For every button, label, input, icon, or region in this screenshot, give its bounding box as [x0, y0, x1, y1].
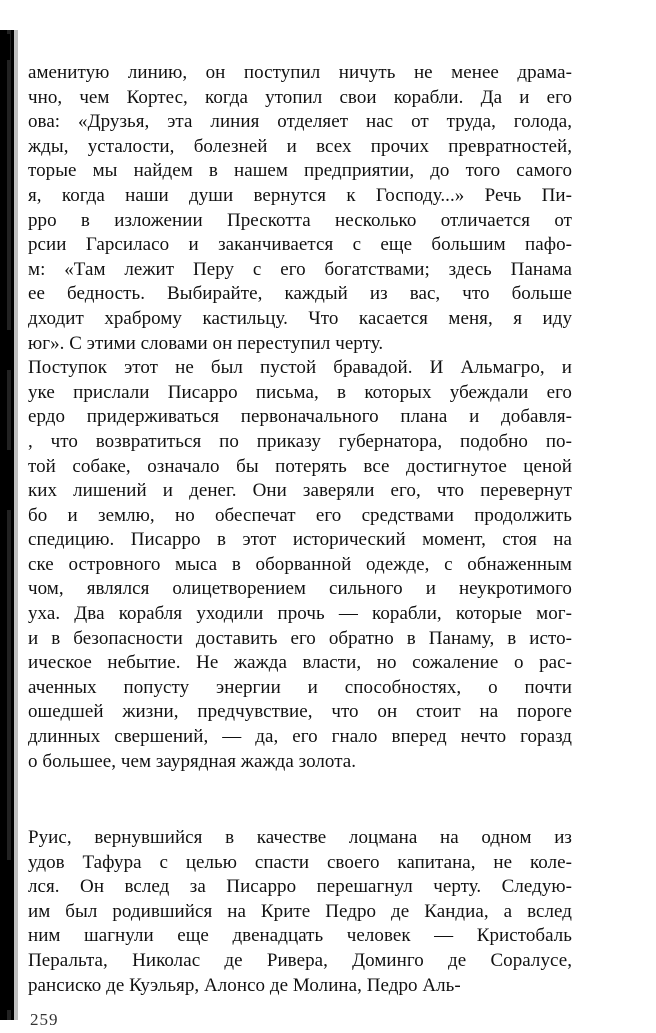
- text-line: м: «Там лежит Перу с его богатствами; здесь Панама: [28, 258, 572, 280]
- text-line: чно, чем Кортес, когда утопил свои корабли. Да и его: [28, 86, 572, 108]
- page-number: 259: [30, 1010, 59, 1029]
- text-line: о большее, чем заурядная жажда золота.: [28, 750, 357, 772]
- binding-mark: [0, 330, 12, 370]
- text-line: жды, усталости, болезней и всех прочих превратностей,: [28, 135, 572, 157]
- text-line: торые мы найдем в нашем предприятии, до того самого: [28, 160, 572, 182]
- paragraph-2: [28, 826, 572, 998]
- binding-mark: [0, 450, 11, 510]
- text-line: им был родившийся на Крите Педро де Кандиа, а вслед: [28, 900, 572, 922]
- text-line: чом, являлся олицетворением сильного и неукротимого: [28, 578, 572, 600]
- text-line: длинных свершений, — да, его гнало вперед нечто горазд: [28, 726, 572, 748]
- text-line: Поступок этот не был пустой бравадой. И Альмагро, и: [28, 357, 572, 379]
- text-line: дходит храброму кастильцу. Что касается меня, я иду: [28, 307, 572, 329]
- text-line: ее бедность. Выбирайте, каждый из вас, что больше: [28, 283, 572, 305]
- text-line: аченных попусту энергии и способностях, о почти: [28, 676, 572, 698]
- text-line: рсии Гарсиласо и заканчивается с еще большим пафо-: [28, 234, 572, 256]
- text-line: рансиско де Куэльяр, Алонсо де Молина, Педро Аль-: [28, 974, 461, 996]
- text-line: той собаке, означало бы потерять все достигнутое ценой: [28, 455, 572, 477]
- text-line: удов Тафура с целью спасти своего капитана, не коле-: [28, 851, 572, 873]
- text-line: ним шагнули еще двенадцать человек — Кристобаль: [28, 925, 572, 947]
- text-line: , что возвратиться по приказу губернатора, подобно по-: [28, 430, 572, 452]
- text-line: и в безопасности доставить его обратно в Панаму, в исто-: [28, 627, 572, 649]
- text-line: Руис, вернувшийся в качестве лоцмана на одном из: [28, 827, 572, 848]
- binding-edge: [0, 30, 22, 1020]
- binding-mark: [0, 860, 13, 1010]
- text-line: лся. Он вслед за Писарро перешагнул черту. Следую-: [28, 876, 572, 898]
- text-line: уха. Два корабля уходили прочь — корабли, которые мог-: [28, 603, 572, 625]
- binding-mark: [0, 34, 10, 60]
- text-line: юг». С этими словами он переступил черту.: [28, 332, 384, 354]
- text-line: Перальта, Николас де Ривера, Доминго де Соралусе,: [28, 949, 572, 971]
- text-line: аменитую линию, он поступил ничуть не менее драма-: [28, 62, 572, 83]
- text-line: ких лишений и денег. Они заверяли его, что перевернут: [28, 480, 572, 502]
- text-line: ердо придерживаться первоначального плана и добавля-: [28, 406, 572, 428]
- text-line: рро в изложении Прескотта несколько отличается от: [28, 209, 572, 231]
- text-line: ошедшей жизни, предчувствие, что он стоит на пороге: [28, 701, 572, 723]
- paragraph-1: [28, 61, 572, 774]
- text-line: ова: «Друзья, эта линия отделяет нас от труда, голода,: [28, 111, 572, 133]
- text-line: уке прислали Писарро письма, в которых убеждали его: [28, 381, 572, 403]
- text-line: ическое небытие. Не жажда власти, но сожаление о рас-: [28, 652, 572, 674]
- text-line: бо и землю, но обеспечат его средствами продолжить: [28, 504, 572, 526]
- text-line: ске островного мыса в оборванной одежде, с обнаженным: [28, 553, 572, 575]
- text-line: спедицию. Писарро в этот исторический момент, стоя на: [28, 529, 572, 551]
- text-line: я, когда наши души вернутся к Господу...» Речь Пи-: [28, 184, 572, 206]
